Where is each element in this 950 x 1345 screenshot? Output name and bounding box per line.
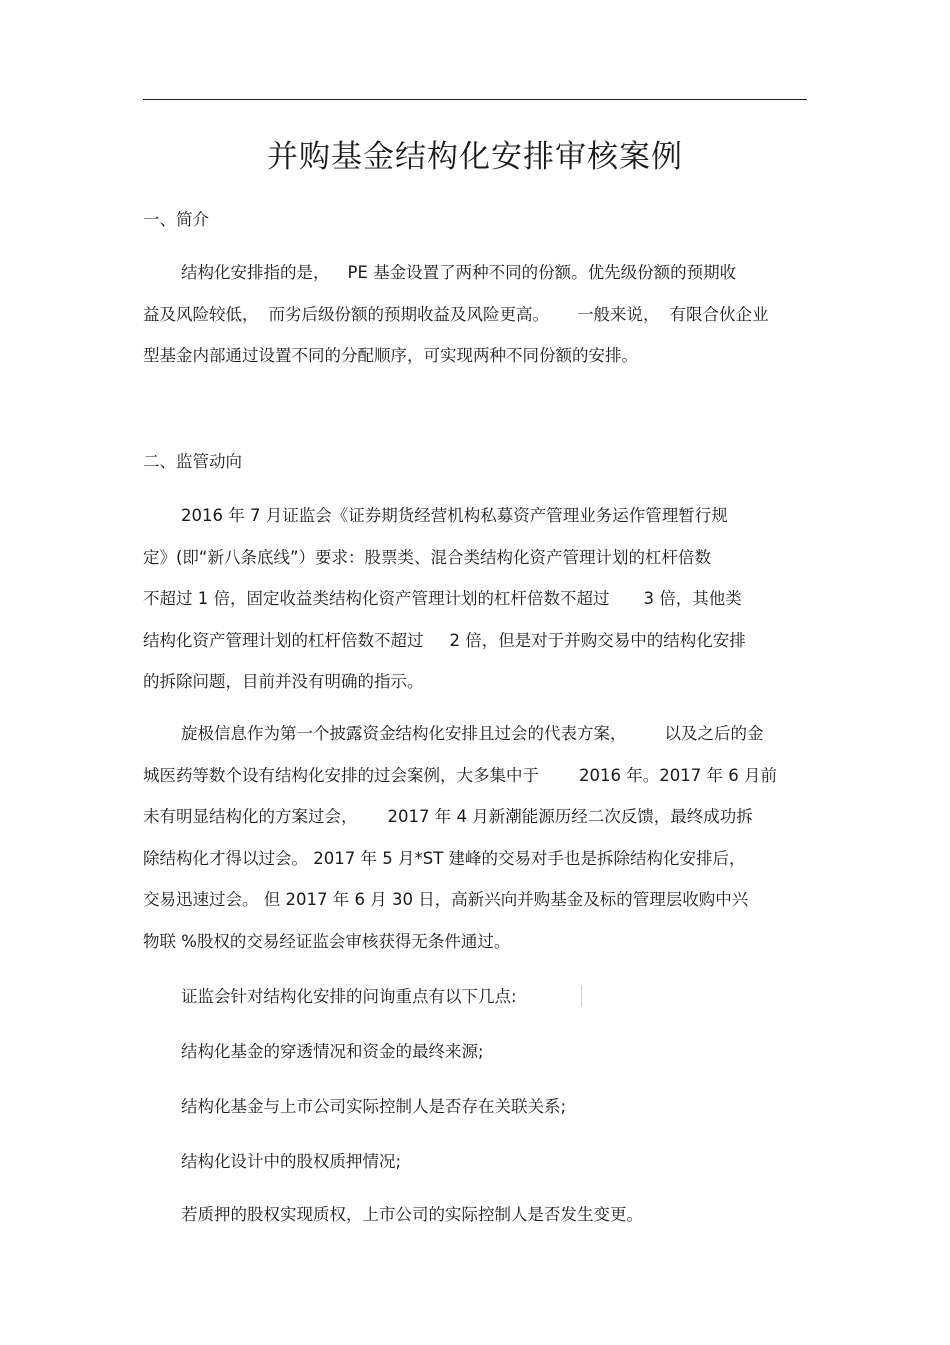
text-line: 除结构化才得以过会。 2017 年 5 月*ST 建峰的交易对手也是拆除结构化安排后，	[143, 848, 746, 868]
focus-item: 若质押的股权实现质权，上市公司的实际控制人是否发生变更。	[181, 1205, 643, 1224]
focus-item: 结构化基金与上市公司实际控制人是否存在关联关系;	[181, 1097, 567, 1116]
text-line: 旋极信息作为第一个披露资金结构化安排且过会的代表方案， 以及之后的金	[181, 724, 764, 743]
text-line: 2016 年 7 月证监会《证券期货经营机构私募资产管理业务运作管理暂行规	[181, 506, 728, 525]
text-cursor-box	[581, 985, 583, 1007]
text-line: 交易迅速过会。 但 2017 年 6 月 30 日，高新兴向并购基金及标的管理层收购中兴	[143, 890, 749, 909]
text-line: 定》(即“新八条底线”）要求：股票类、混合类结构化资产管理计划的杠杆倍数	[143, 547, 712, 567]
intro-paragraph	[143, 252, 807, 377]
section-heading-regulation: 二、监管动向	[143, 452, 242, 471]
text-line: 的拆除问题，目前并没有明确的指示。	[143, 672, 424, 691]
section-heading-intro: 一、简介	[143, 210, 209, 229]
text-line: 物联 %股权的交易经证监会审核获得无条件通过。	[143, 931, 511, 951]
text-line: 益及风险较低， 而劣后级份额的预期收益及风险更高。 一般来说， 有限合伙企业	[143, 304, 769, 324]
regulation-paragraph	[143, 495, 807, 703]
focus-intro: 证监会针对结构化安排的问询重点有以下几点:	[181, 987, 517, 1006]
text-line: 不超过 1 倍，固定收益类结构化资产管理计划的杠杆倍数不超过 3 倍，其他类	[143, 589, 742, 608]
text-line: 结构化资产管理计划的杠杆倍数不超过 2 倍，但是对于并购交易中的结构化安排	[143, 630, 746, 650]
text-line: 结构化安排指的是， PE 基金设置了两种不同的份额。优先级份额的预期收	[181, 263, 737, 282]
cases-paragraph	[143, 713, 807, 962]
text-line: 城医药等数个设有结构化安排的过会案例，大多集中于 2016 年。2017 年 6 月前	[143, 765, 777, 785]
focus-item: 结构化设计中的股权质押情况;	[181, 1152, 402, 1171]
text-line: 未有明显结构化的方案过会， 2017 年 4 月新潮能源历经二次反馈，最终成功拆	[143, 807, 753, 826]
page-title: 并购基金结构化安排审核案例	[267, 139, 683, 175]
text-line: 型基金内部通过设置不同的分配顺序，可实现两种不同份额的安排。	[143, 346, 638, 365]
focus-item: 结构化基金的穿透情况和资金的最终来源;	[181, 1042, 484, 1061]
header-rule	[143, 99, 807, 100]
